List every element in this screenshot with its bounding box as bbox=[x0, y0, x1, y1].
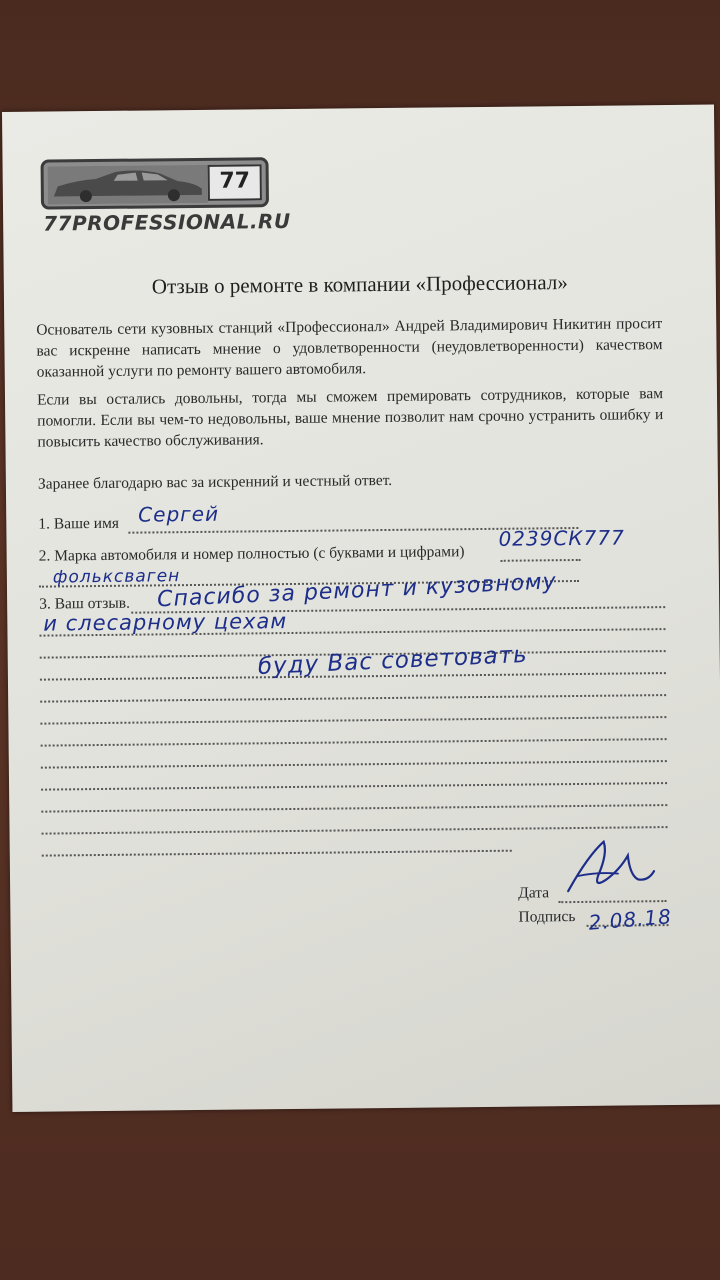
car-plate-value: 0239СК777 bbox=[498, 525, 625, 551]
review-line-5 bbox=[40, 694, 666, 703]
intro-paragraph: Основатель сети кузовных станций «Профессионал» Андрей Владимирович Никитин просит вас искренне написать мнение о удовлетворенности (неудовлетворенности) качеством оказанной услуги по ремонту вашего автомобиля. bbox=[36, 315, 663, 381]
review-line-8 bbox=[41, 760, 667, 769]
name-label: 1. Ваше имя bbox=[38, 514, 120, 533]
review-label: 3. Ваш отзыв. bbox=[39, 594, 131, 613]
review-text-line-3: буду Вас советовать bbox=[257, 641, 529, 681]
review-line-11 bbox=[42, 826, 668, 835]
logo-site-text: 77PROFESSIONAL.RU bbox=[43, 208, 291, 236]
logo-plate: 77 bbox=[208, 164, 262, 201]
car-label: 2. Марка автомобиля и номер полностью (с буквами и цифрами) bbox=[38, 543, 465, 565]
company-logo bbox=[41, 157, 291, 241]
signature-label: Подпись bbox=[518, 908, 576, 926]
review-line-9 bbox=[41, 782, 667, 791]
review-text-line-2: и слесарному цехам bbox=[43, 609, 288, 636]
review-line-6 bbox=[40, 716, 666, 725]
car-model-value: фольксваген bbox=[52, 566, 181, 588]
purpose-paragraph: Если вы остались довольны, тогда мы сможем премировать сотрудников, которые вам помогли. Если вы чем-то недовольны, ваше мнение позволит нам срочно устранить ошибку и повысить качество обслуживания. bbox=[36, 385, 664, 451]
review-line-7 bbox=[41, 738, 667, 747]
handwritten-signature bbox=[558, 835, 659, 896]
car-silhouette-icon bbox=[48, 165, 208, 205]
logo-badge bbox=[41, 157, 270, 209]
review-form-sheet bbox=[2, 105, 720, 1112]
name-value: Сергей bbox=[138, 501, 220, 527]
review-line-10 bbox=[41, 804, 667, 813]
date-line bbox=[558, 900, 666, 903]
thanks-paragraph: Заранее благодарю вас за искренний и честный ответ. bbox=[37, 471, 393, 493]
date-label: Дата bbox=[518, 884, 550, 902]
review-text-line-1: Спасибо за ремонт и кузовному bbox=[156, 569, 558, 613]
review-line-12 bbox=[42, 850, 512, 857]
date-value: 2.08.18 bbox=[587, 904, 673, 935]
car-line-1 bbox=[501, 559, 581, 562]
document-title: Отзыв о ремонте в компании «Профессионал» bbox=[151, 270, 568, 299]
